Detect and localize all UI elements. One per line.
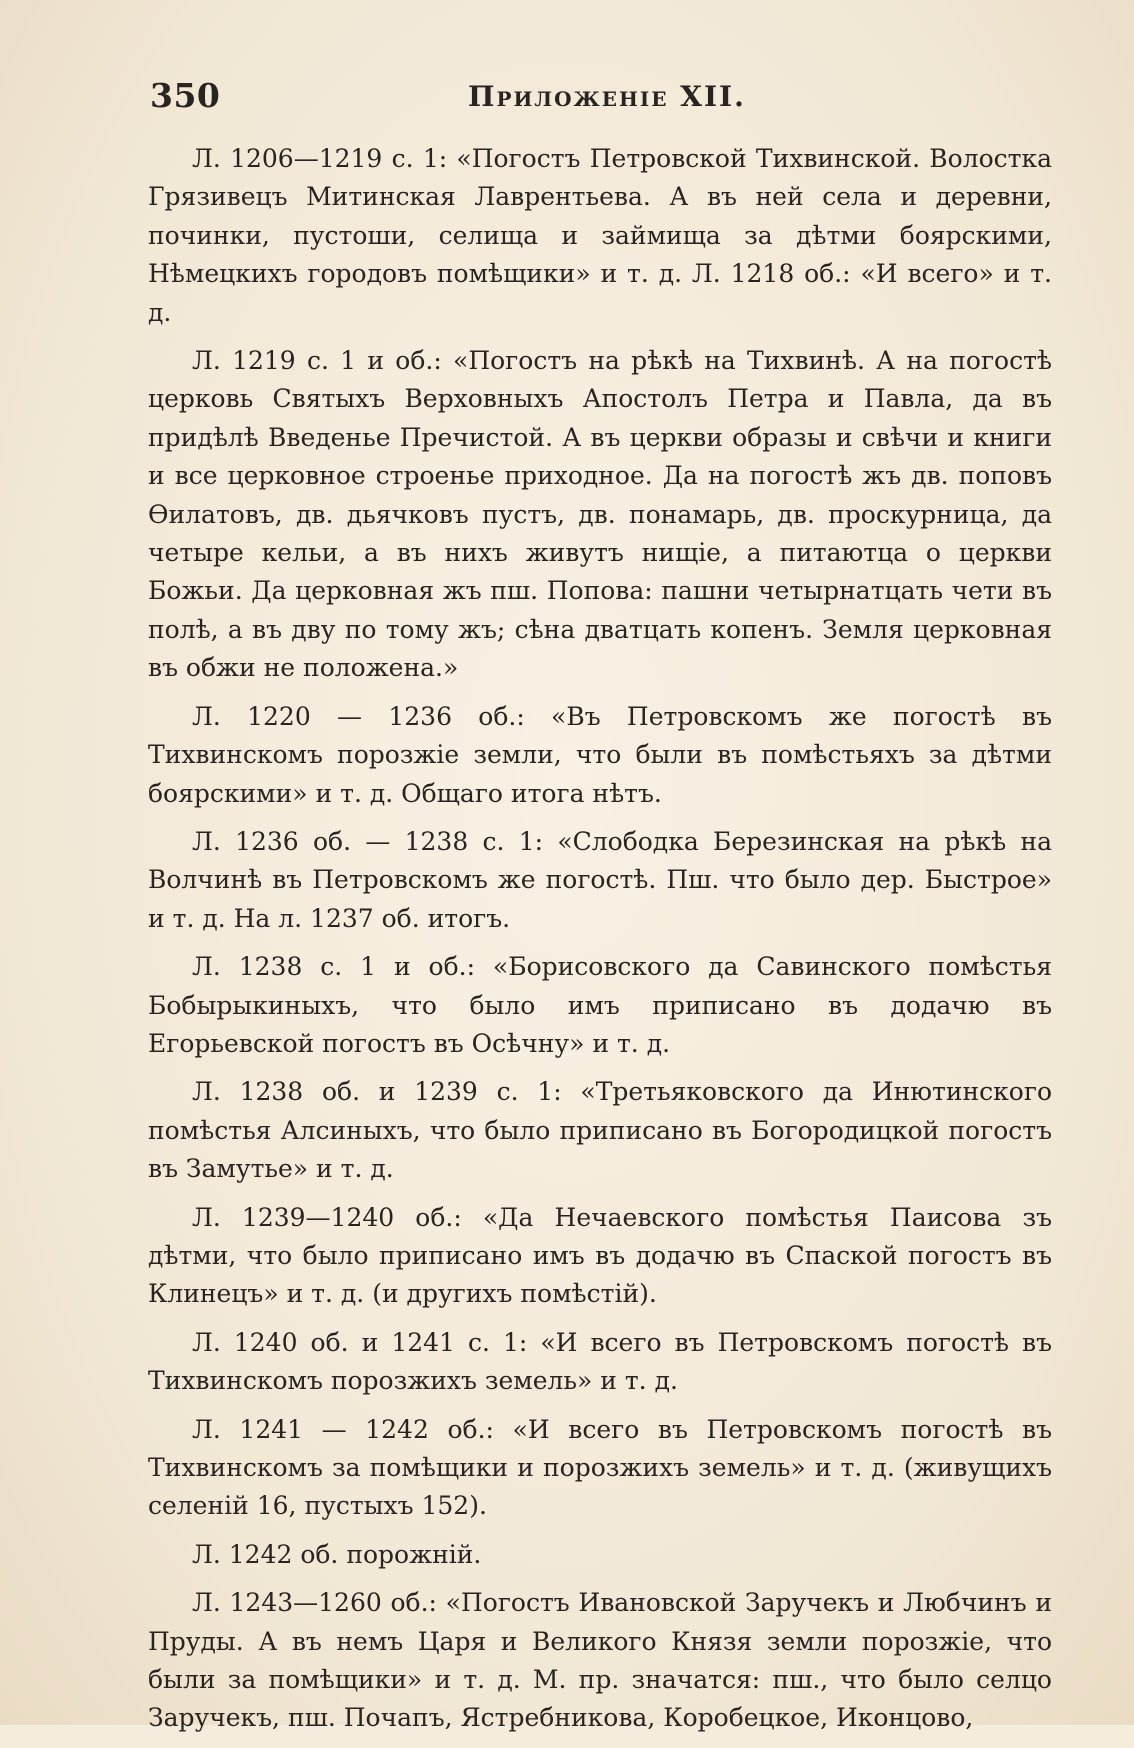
- page-header: [150, 76, 1048, 120]
- paragraph: Л. 1219 с. 1 и об.: «Погостъ на рѣкѣ на Тихвинѣ. А на погостѣ церковь Святыхъ Верховныхъ Апостолъ Петра и Павла, да въ придѣлѣ Введенье Пречистой. А въ церкви образы и свѣчи и книги и все церковное строенье приходное. Да на погостѣ жъ дв. поповъ Ѳилатовъ, дв. дьячковъ пустъ, дв. понамарь, дв. проскурница, да четыре кельи, а въ нихъ живутъ нищіе, а питаютца о церкви Божьи. Да церковная жъ пш. Попова: пашни четырнатцать чети въ полѣ, а въ дву по тому жъ; сѣна дватцать копенъ. Земля церковная въ обжи не положена.»: [148, 346, 1052, 683]
- body-text: [148, 140, 1052, 1748]
- paragraph: Л. 1239—1240 об.: «Да Нечаевского помѣстья Паисова зъ дѣтми, что было приписано имъ въ додачю въ Спаской погостъ въ Клинецъ» и т. д. (и другихъ помѣстій).: [148, 1202, 1052, 1309]
- paragraph: Л. 1243—1260 об.: «Погостъ Ивановской Заручекъ и Любчинъ и Пруды. А въ немъ Царя и Великого Князя земли порозжіе, что были за помѣщики» и т. д. М. пр. значатся: пш., что было селцо Заручекъ, пш. Почапъ, Ястребникова, Коробецкое, Иконцово,: [148, 1588, 1052, 1733]
- page-number: 350: [150, 76, 221, 115]
- paragraph: Л. 1241 — 1242 об.: «И всего въ Петровскомъ погостѣ въ Тихвинскомъ за помѣщики и порозжихъ земель» и т. д. (живущихъ селеній 16, пустыхъ 152).: [148, 1414, 1052, 1521]
- paragraph: Л. 1206—1219 с. 1: «Погостъ Петровской Тихвинской. Волостка Грязивецъ Митинская Лаврентьева. А въ ней села и деревни, починки, пустоши, селища и займища за дѣтми боярскими, Нѣмецкихъ городовъ помѣщики» и т. д. Л. 1218 об.: «И всего» и т. д.: [148, 144, 1052, 327]
- paragraph: Л. 1238 об. и 1239 с. 1: «Третьяковского да Инютинского помѣстья Алсиныхъ, что было приписано въ Богородицкой погостъ въ Замутье» и т. д.: [148, 1077, 1052, 1184]
- paragraph: Л. 1240 об. и 1241 с. 1: «И всего въ Петровскомъ погостѣ въ Тихвинскомъ порозжихъ земель» и т. д.: [148, 1327, 1052, 1396]
- paragraph: Л. 1238 с. 1 и об.: «Борисовского да Савинского помѣстья Бобырыкиныхъ, что было имъ приписано въ додачю въ Егорьевской погостъ въ Осѣчну» и т. д.: [148, 952, 1052, 1058]
- paragraph: Л. 1242 об. порожній.: [192, 1539, 482, 1569]
- paragraph: Л. 1220 — 1236 об.: «Въ Петровскомъ же погостѣ въ Тихвинскомъ порозжіе земли, что были въ помѣстьяхъ за дѣтми боярскими» и т. д. Общаго итога нѣтъ.: [148, 701, 1052, 808]
- paragraph: Л. 1236 об. — 1238 с. 1: «Слободка Березинская на рѣкѣ на Волчинѣ въ Петровскомъ же погостѣ. Пш. что было дер. Быстрое» и т. д. На л. 1237 об. итогъ.: [148, 826, 1052, 933]
- running-head: Приложеніе XII.: [468, 80, 746, 113]
